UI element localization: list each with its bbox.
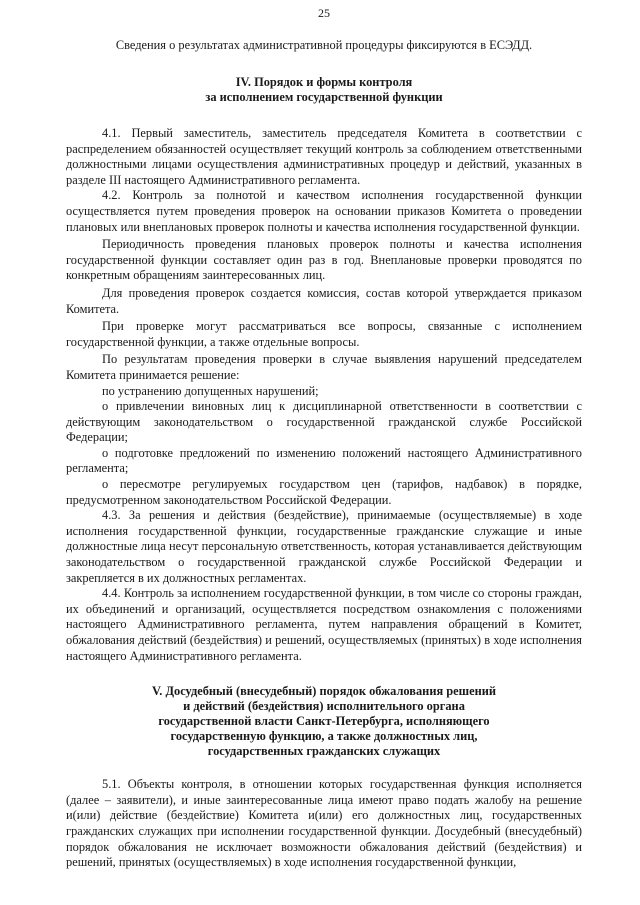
paragraph-commission: Для проведения проверок создается комиссия, состав которой утверждается приказом Комитета. — [66, 285, 582, 316]
section-4-title-line-1: IV. Порядок и формы контроля — [235, 75, 413, 89]
section-4-title — [66, 75, 582, 105]
list-item-elimination: по устранению допущенных нарушений; — [102, 383, 319, 398]
list-item-disciplinary: о привлечении виновных лиц к дисциплинарной ответственности в соответствии с действующим законодательством о государственной гражданской службе Российской Федерации; — [66, 399, 582, 445]
paragraph-4-4: 4.4. Контроль за исполнением государственной функции, в том числе со стороны граждан, их объединений и организаций, осуществляется посредством ознакомления с положениями настоящего Административного регламента, путем направления обращений в Комитет, обжалования действий (бездействия) и решений, осуществляемых (принятых) в ходе исполнения настоящего Административного регламента. — [66, 586, 582, 663]
section-5-title-line-5: государственных гражданских служащих — [207, 744, 441, 759]
paragraph-5-1: 5.1. Объекты контроля, в отношении которых государственная функция исполняется (далее – заявители), и иные заинтересованные лица имеют право подать жалобу на решение и(или) действие (бездействие) Комитета и(или) его должностных лиц, государственных гражданских служащих при исполнении государственной функции. Досудебный (внесудебный) порядок обжалования не исключает возможности обжалования действий (бездействия) и решений, принятых (осуществляемых) в ходе исполнения государственной функции, — [66, 777, 582, 870]
paragraph-periodicity: Периодичность проведения плановых проверок полноты и качества исполнения государственной функции составляет один раз в год. Внеплановые проверки проводятся по конкретным обращениям заинтересованных лиц. — [66, 237, 582, 283]
section-5-title-line-2: и действий (бездействия) исполнительного органа — [183, 699, 465, 714]
page-number: 25 — [318, 6, 330, 20]
list-item-prices: о пересмотре регулируемых государством цен (тарифов, надбавок) в порядке, предусмотренном законодательством Российской Федерации. — [66, 477, 582, 507]
list-item-proposals: о подготовке предложений по изменению положений настоящего Административного регламента; — [66, 445, 582, 476]
paragraph-4-2: 4.2. Контроль за полнотой и качеством исполнения государственной функции осуществляется путем проведения проверок на основании приказов Комитета о проведении плановых или внеплановых проверок полноты и качества исполнения государственной функции. — [66, 188, 582, 234]
paragraph-4-1: 4.1. Первый заместитель, заместитель председателя Комитета в соответствии с распределением обязанностей осуществляет текущий контроль за соблюдением ответственными должностными лицами осуществления административных процедур и действий, указанных в разделе III настоящего Административного регламента. — [66, 126, 582, 187]
intro-line: Сведения о результатах административной процедуры фиксируются в ЕСЭДД. — [115, 38, 533, 52]
paragraph-results: По результатам проведения проверки в случае выявления нарушений председателем Комитета принимается решение: — [66, 352, 582, 382]
section-5-title — [66, 684, 582, 759]
section-5-title-line-4: государственную функцию, а также должностных лиц, — [170, 729, 478, 744]
section-4-title-line-2: за исполнением государственной функции — [205, 90, 443, 104]
section-5-title-line-1: V. Досудебный (внесудебный) порядок обжалования решений — [151, 684, 497, 699]
paragraph-4-3: 4.3. За решения и действия (бездействие), принимаемые (осуществляемые) в ходе исполнения государственной функции, государственные гражданские служащие и иные должностные лица несут персональную ответственность, которая устанавливается действующим законодательством о государственной гражданской службе Российской Федерации и закрепляется в их должностных регламентах. — [66, 508, 582, 585]
section-5-title-line-3: государственной власти Санкт-Петербурга, исполняющего — [158, 714, 490, 729]
paragraph-check-questions: При проверке могут рассматриваться все вопросы, связанные с исполнением государственной функции, а также отдельные вопросы. — [66, 319, 582, 349]
